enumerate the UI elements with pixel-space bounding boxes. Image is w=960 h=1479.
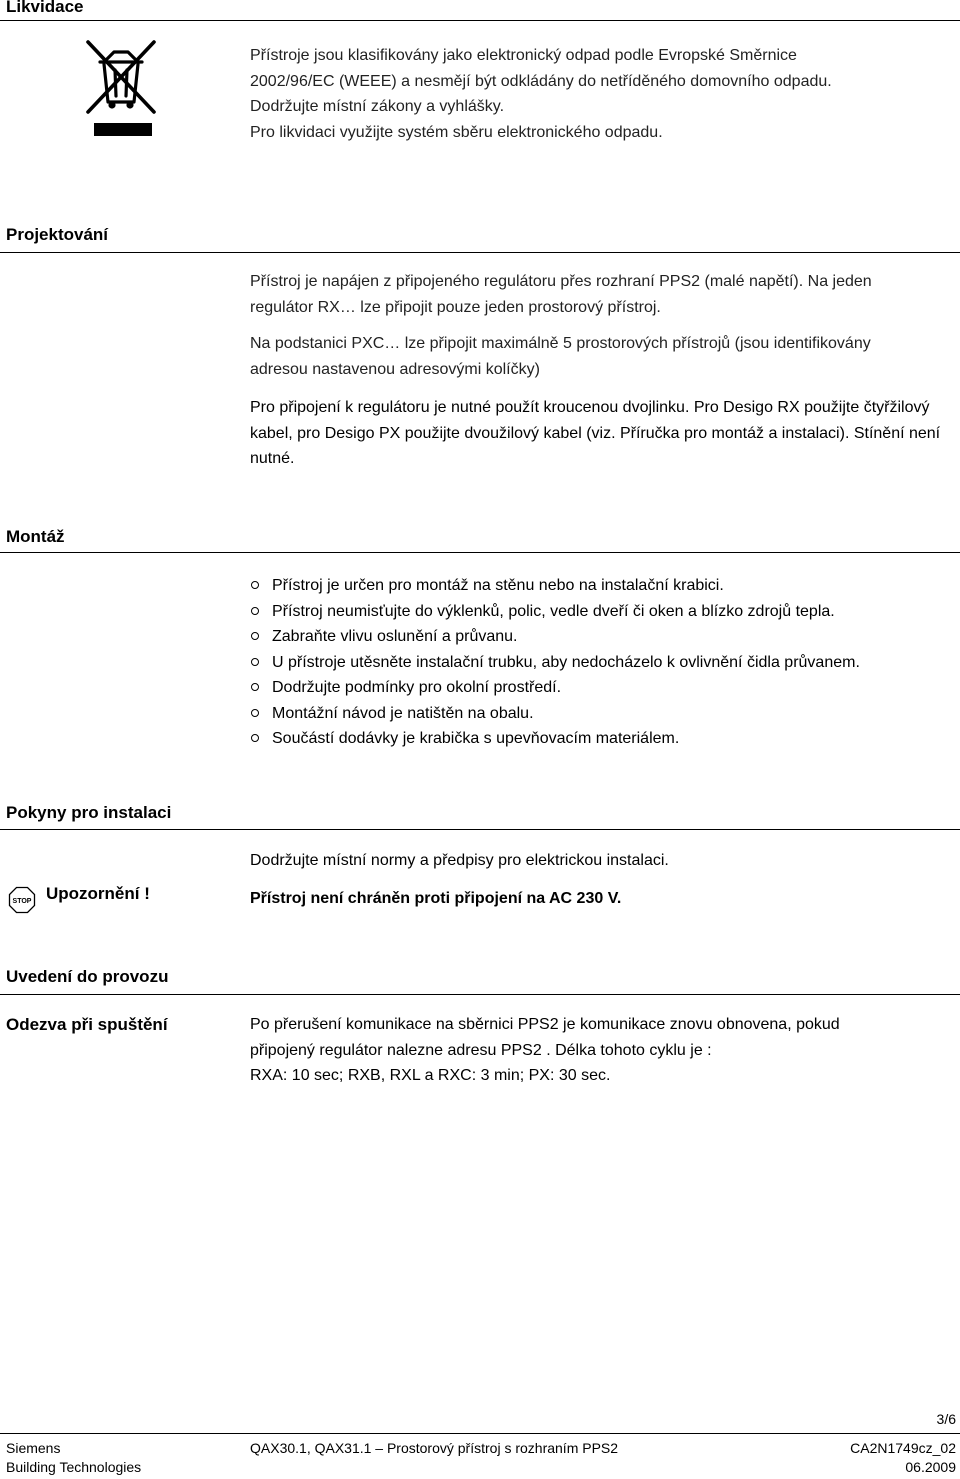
weee-bin-icon <box>82 38 160 138</box>
list-item: Přístroj neumisťujte do výklenků, polic, vedle dveří či oken a blízko zdrojů tepla. <box>250 599 955 625</box>
likvidace-text <box>250 43 955 145</box>
bullet-icon <box>251 709 259 717</box>
footer-product: QAX30.1, QAX31.1 – Prostorový přístroj s rozhraním PPS2 <box>250 1440 619 1456</box>
footer-rule <box>0 1433 960 1434</box>
section-rule <box>0 552 960 553</box>
section-title-likvidace: Likvidace <box>6 0 84 16</box>
bullet-icon <box>251 658 259 666</box>
section-rule <box>0 252 960 253</box>
projektovani-paragraph-1: Přístroj je napájen z připojeného regulátoru přes rozhraní PPS2 (malé napětí). Na jeden regulátor RX… lze připojit pouze jeden prostorový přístroj. <box>250 273 872 316</box>
bullet-icon <box>251 683 259 691</box>
footer-doc-id: CA2N1749cz_02 <box>850 1440 956 1456</box>
list-item: Součástí dodávky je krabička s upevňovacím materiálem. <box>250 726 955 752</box>
text-line: připojený regulátor nalezne adresu PPS2 . Délka tohoto cyklu je : <box>250 1041 712 1059</box>
footer-date: 06.2009 <box>905 1459 956 1475</box>
section-rule <box>0 994 960 995</box>
footer-company: Siemens <box>6 1440 61 1456</box>
projektovani-paragraph-2: Na podstanici PXC… lze připojit maximálně 5 prostorových přístrojů (jsou identifikovány adresou nastavenou adresovými kolíčky) <box>250 335 871 378</box>
list-item: Přístroj je určen pro montáž na stěnu nebo na instalační krabici. <box>250 573 955 599</box>
text-line: 2002/96/EC (WEEE) a nesmějí být odkládány do netříděného domovního odpadu. <box>250 72 832 90</box>
warning-label: Upozornění ! <box>46 884 150 903</box>
section-title-uvedeni: Uvedení do provozu <box>6 967 169 986</box>
section-rule <box>0 20 960 21</box>
pokyny-paragraph: Dodržujte místní normy a předpisy pro elektrickou instalaci. <box>250 852 669 869</box>
section-title-pokyny: Pokyny pro instalaci <box>6 803 172 822</box>
montaz-list <box>250 573 955 752</box>
stop-sign-text: STOP <box>12 898 32 905</box>
text-line: Dodržujte místní zákony a vyhlášky. <box>250 98 505 115</box>
list-item: U přístroje utěsněte instalační trubku, aby nedocházelo k ovlivnění čidla průvanem. <box>250 650 955 676</box>
subsection-title-odezva: Odezva při spuštění <box>6 1015 168 1034</box>
projektovani-paragraph-3: Pro připojení k regulátoru je nutné použít kroucenou dvojlinku. Pro Desigo RX použijte čtyřžilový kabel, pro Desigo PX použijte dvoužilový kabel (viz. Příručka pro montáž a instalaci). Stínění není nutné. <box>250 399 941 467</box>
section-rule <box>0 829 960 830</box>
text-line: Pro likvidaci využijte systém sběru elektronického odpadu. <box>250 123 663 141</box>
text-line: Přístroje jsou klasifikovány jako elektronický odpad podle Evropské Směrnice <box>250 47 797 64</box>
bullet-icon <box>251 581 259 589</box>
list-item: Montážní návod je natištěn na obalu. <box>250 701 955 727</box>
page-number: 3/6 <box>936 1411 956 1427</box>
stop-sign-icon <box>8 886 36 914</box>
warning-text: Přístroj není chráněn proti připojení na AC 230 V. <box>250 890 622 907</box>
text-line: Po přerušení komunikace na sběrnici PPS2 je komunikace znovu obnovena, pokud <box>250 1016 840 1033</box>
bullet-icon <box>251 632 259 640</box>
bullet-icon <box>251 607 259 615</box>
uvedeni-text <box>250 1012 955 1089</box>
list-item: Dodržujte podmínky pro okolní prostředí. <box>250 675 955 701</box>
list-item: Zabraňte vlivu oslunění a průvanu. <box>250 624 955 650</box>
section-title-projektovani: Projektování <box>6 225 109 244</box>
bullet-icon <box>251 734 259 742</box>
footer-division: Building Technologies <box>6 1459 142 1475</box>
text-line: RXA: 10 sec; RXB, RXL a RXC: 3 min; PX: 30 sec. <box>250 1067 611 1084</box>
section-title-montaz: Montáž <box>6 527 65 546</box>
